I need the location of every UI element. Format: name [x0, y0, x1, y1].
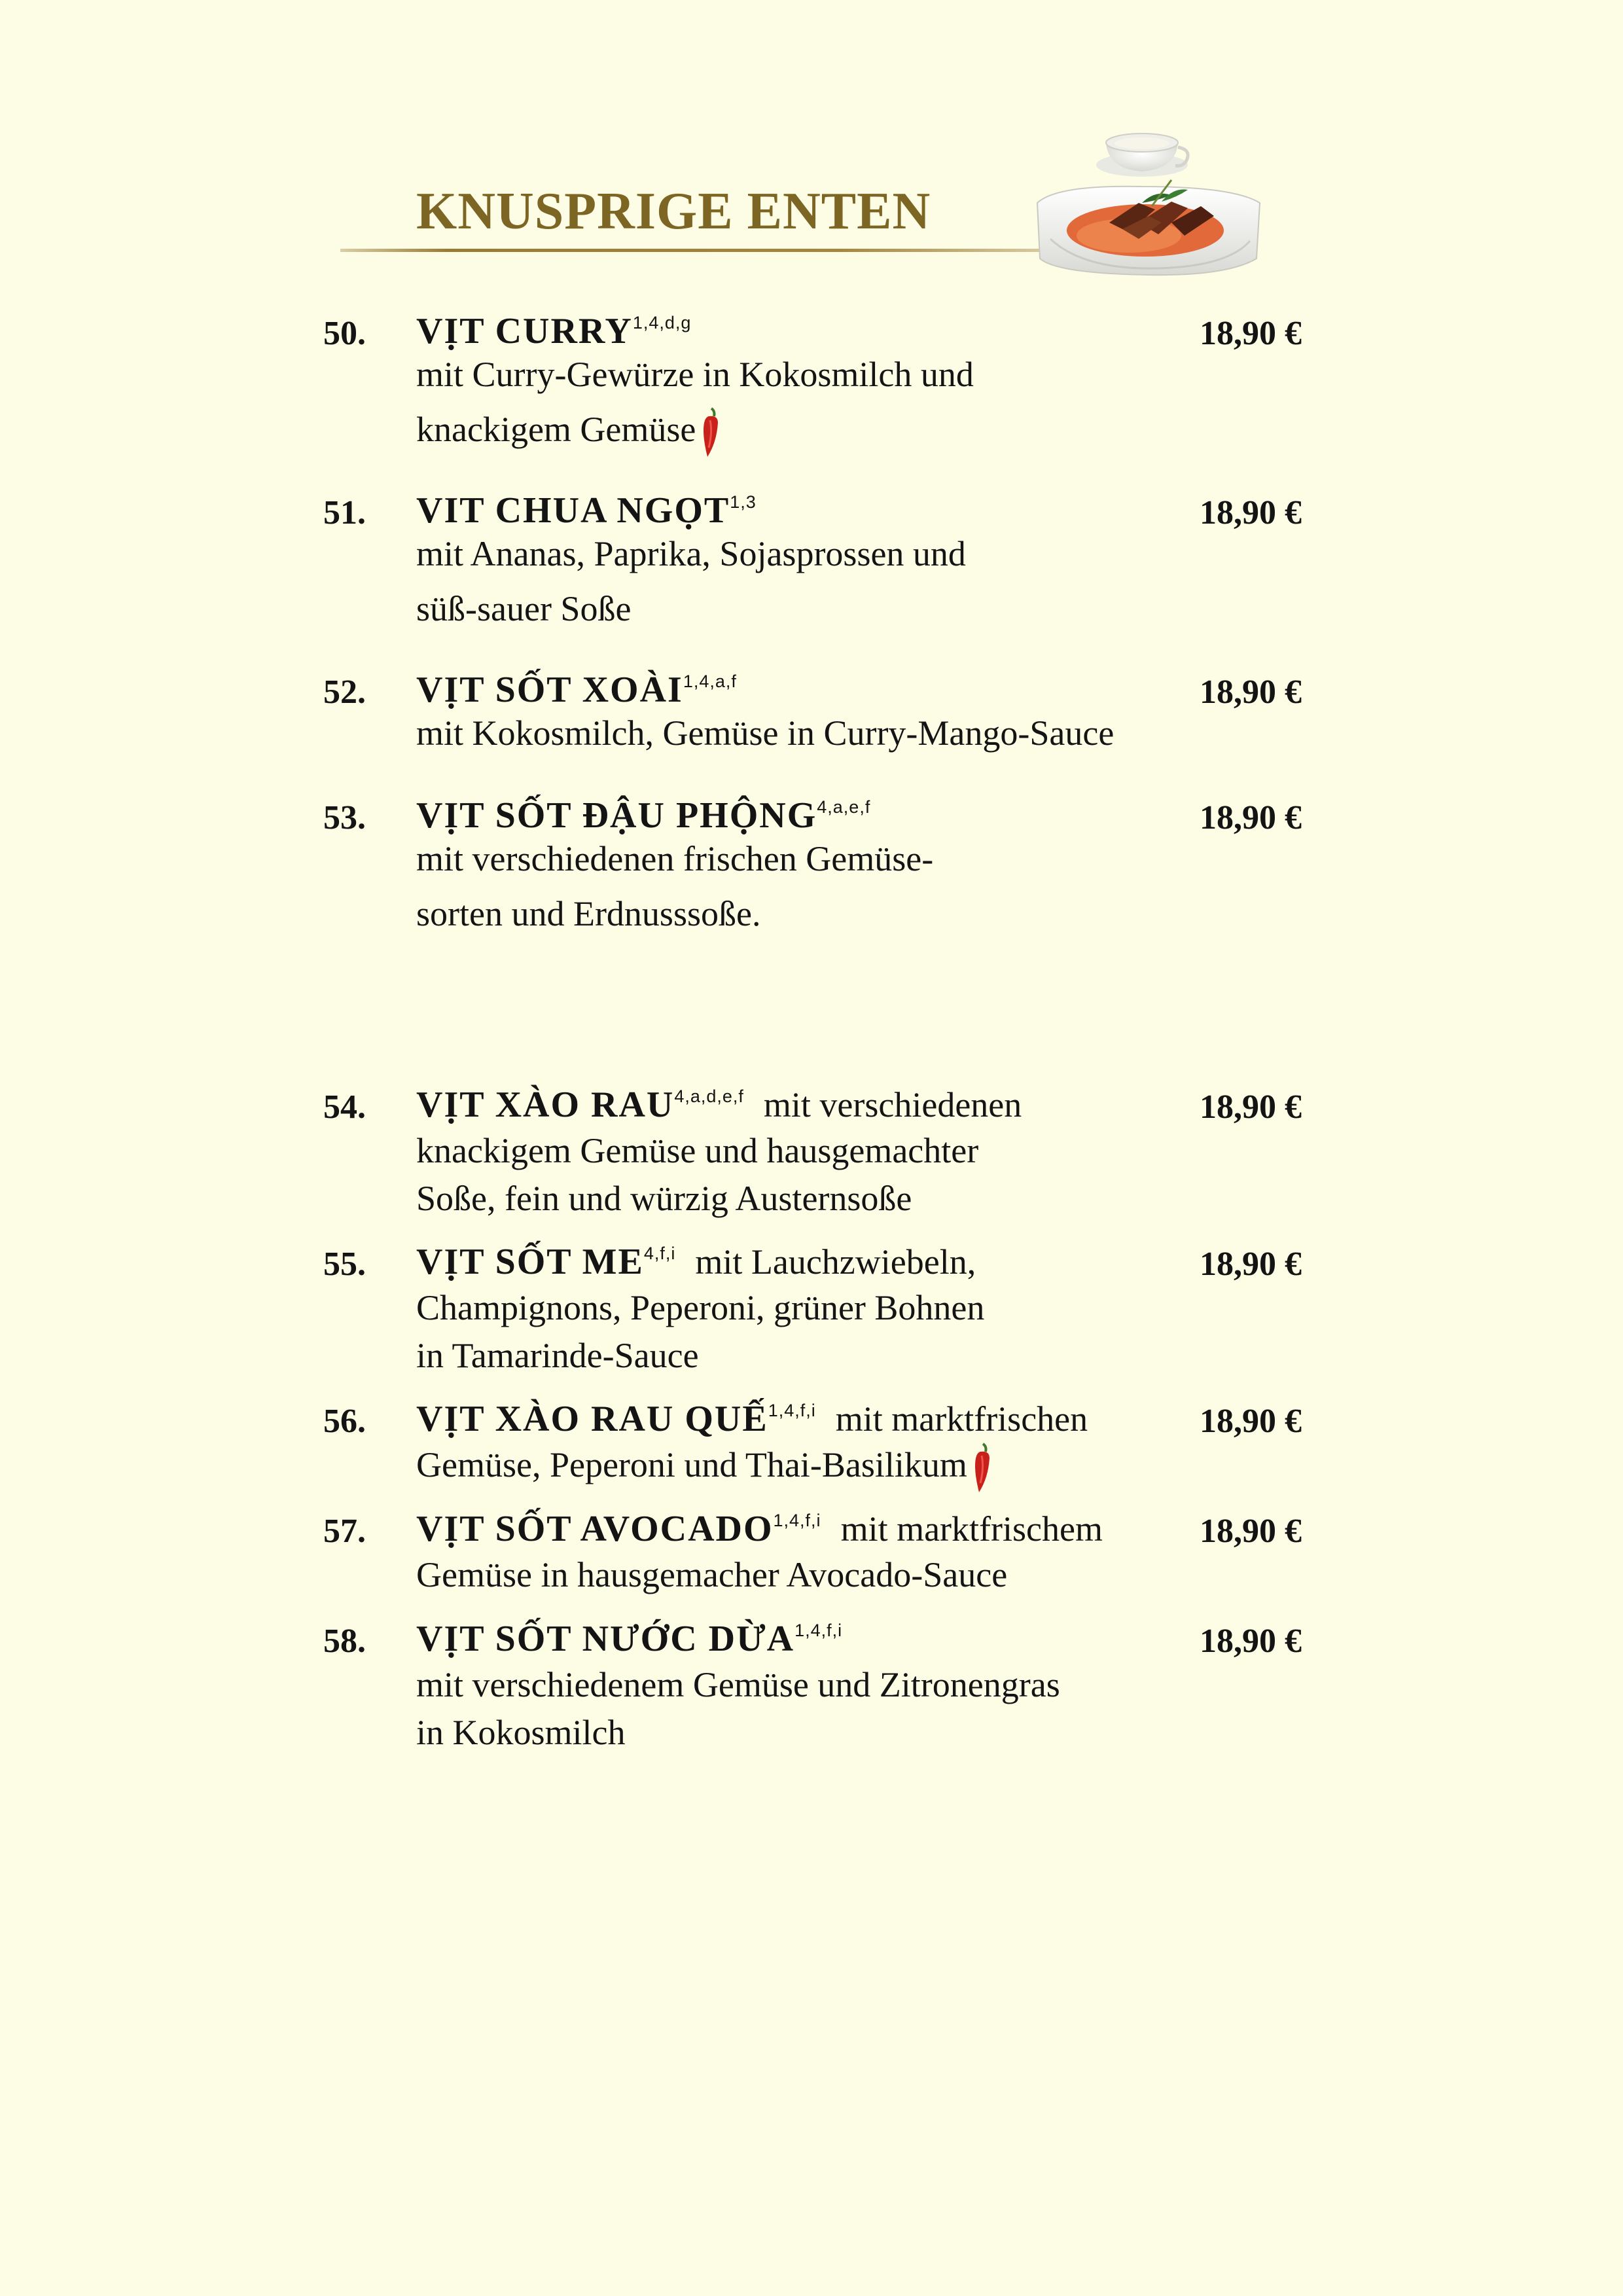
description-line — [416, 581, 966, 636]
description-text: in Kokosmilch — [416, 1713, 626, 1752]
item-price: 18,90 € — [1200, 1513, 1302, 1550]
chili-spicy-icon — [974, 1443, 993, 1495]
item-price: 18,90 € — [1200, 1623, 1302, 1660]
item-number: 58. — [323, 1623, 366, 1660]
item-name — [416, 1401, 1088, 1437]
description-text: mit Kokosmilch, Gemüse in Curry-Mango-Sauce — [416, 713, 1115, 753]
item-name — [416, 797, 870, 834]
item-number: 54. — [323, 1088, 366, 1126]
item-name-text: VIT CHUA NGỌT — [416, 490, 730, 531]
item-price: 18,90 € — [1200, 799, 1302, 836]
allergen-codes: 1,4,a,f — [683, 672, 737, 691]
item-number: 57. — [323, 1513, 366, 1550]
item-name-text: VỊT SỐT ME — [416, 1242, 644, 1282]
description-line — [416, 1441, 993, 1495]
item-number: 52. — [323, 673, 366, 711]
description-line — [416, 1127, 978, 1175]
item-description-inline: mit Lauchzwiebeln, — [695, 1242, 976, 1282]
description-text: in Tamarinde-Sauce — [416, 1336, 699, 1375]
description-line — [416, 706, 1114, 761]
item-name — [416, 313, 691, 350]
item-name-text: VỊT SỐT AVOCADO — [416, 1509, 774, 1549]
allergen-codes: 1,4,f,i — [768, 1401, 816, 1420]
item-price: 18,90 € — [1200, 673, 1302, 711]
description-text: Gemüse in hausgemacher Avocado-Sauce — [416, 1555, 1008, 1594]
chili-spicy-icon — [702, 407, 722, 459]
item-name-text: VỊT SỐT ĐẬU PHỘNG — [416, 795, 817, 836]
item-number: 55. — [323, 1246, 366, 1283]
description-text: Gemüse, Peperoni und Thai-Basilikum — [416, 1445, 967, 1484]
item-description — [416, 706, 1114, 761]
item-name — [416, 1086, 1022, 1123]
item-description — [416, 1661, 1060, 1757]
item-number: 56. — [323, 1403, 366, 1440]
item-name-text: VỊT CURRY — [416, 311, 633, 351]
description-text: süß-sauer Soße — [416, 589, 632, 628]
item-description — [416, 831, 933, 941]
allergen-codes: 4,f,i — [643, 1244, 676, 1263]
description-text: mit Ananas, Paprika, Sojasprossen und — [416, 534, 966, 573]
allergen-codes: 1,3 — [730, 492, 757, 512]
section-title: KNUSPRIGE ENTEN — [416, 183, 931, 240]
item-name — [416, 1511, 1103, 1547]
item-description-inline: mit verschiedenen — [763, 1085, 1022, 1124]
item-price: 18,90 € — [1200, 1088, 1302, 1126]
allergen-codes: 4,a,e,f — [817, 797, 871, 817]
description-text: knackigem Gemüse und hausgemachter — [416, 1131, 979, 1170]
item-description — [416, 1441, 993, 1495]
allergen-codes: 4,a,d,e,f — [674, 1086, 744, 1106]
description-line — [416, 1551, 1007, 1599]
item-price: 18,90 € — [1200, 315, 1302, 352]
title-underline — [340, 249, 1054, 252]
duck-dish-photo — [1031, 124, 1266, 281]
description-line — [416, 347, 974, 402]
description-text: Soße, fein und würzig Austernsoße — [416, 1179, 912, 1218]
description-text: mit Curry-Gewürze in Kokosmilch und — [416, 355, 974, 394]
item-description — [416, 1127, 978, 1223]
description-text: mit verschiedenem Gemüse und Zitronengras — [416, 1665, 1060, 1704]
item-name-text: VỊT XÀO RAU QUẾ — [416, 1399, 768, 1439]
item-name-text: VỊT SỐT XOÀI — [416, 670, 683, 710]
item-name — [416, 492, 757, 529]
item-description — [416, 1284, 984, 1380]
description-line — [416, 831, 933, 886]
item-description-inline: mit marktfrischen — [835, 1399, 1088, 1439]
item-name-text: VỊT XÀO RAU — [416, 1085, 675, 1125]
item-number: 51. — [323, 494, 366, 531]
description-line — [416, 526, 966, 581]
description-line — [416, 1175, 978, 1223]
description-line — [416, 402, 974, 459]
item-number: 53. — [323, 799, 366, 836]
description-line — [416, 1332, 984, 1380]
item-price: 18,90 € — [1200, 494, 1302, 531]
description-line — [416, 886, 933, 941]
item-name — [416, 1244, 976, 1280]
description-text: sorten und Erdnusssoße. — [416, 894, 761, 933]
item-number: 50. — [323, 315, 366, 352]
item-description — [416, 1551, 1007, 1599]
item-name — [416, 1621, 842, 1657]
description-line — [416, 1284, 984, 1332]
allergen-codes: 1,4,d,g — [632, 313, 692, 332]
description-text: mit verschiedenen frischen Gemüse- — [416, 839, 934, 878]
item-description-inline: mit marktfrischem — [840, 1509, 1103, 1549]
item-price: 18,90 € — [1200, 1246, 1302, 1283]
item-price: 18,90 € — [1200, 1403, 1302, 1440]
description-line — [416, 1709, 1060, 1757]
item-name — [416, 672, 737, 708]
item-name-text: VỊT SỐT NƯỚC DỪA — [416, 1619, 795, 1659]
item-description — [416, 526, 966, 636]
allergen-codes: 1,4,f,i — [773, 1511, 821, 1530]
description-text: knackigem Gemüse — [416, 410, 696, 449]
item-description — [416, 347, 974, 459]
allergen-codes: 1,4,f,i — [794, 1621, 843, 1640]
description-text: Champignons, Peperoni, grüner Bohnen — [416, 1288, 985, 1327]
description-line — [416, 1661, 1060, 1709]
